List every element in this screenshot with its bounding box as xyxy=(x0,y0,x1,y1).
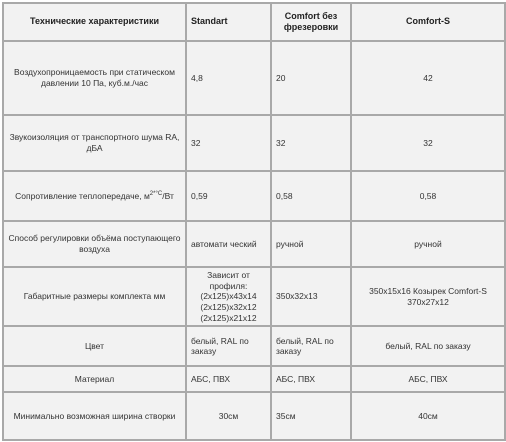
cell-comfort-s: 32 xyxy=(351,115,505,171)
cell-standart: АБС, ПВХ xyxy=(186,366,271,392)
row-label: Воздухопроницаемость при статическом давлении 10 Па, куб.м./час xyxy=(3,41,186,115)
row-label: Способ регулировки объёма поступающего воздуха xyxy=(3,221,186,267)
cell-comfort-s: 42 xyxy=(351,41,505,115)
table-row xyxy=(3,326,505,366)
cell-standart: белый, RAL по заказу xyxy=(186,326,271,366)
cell-standart: автомати ческий xyxy=(186,221,271,267)
header-comfort-s: Comfort-S xyxy=(351,3,505,41)
row-label: Звукоизоляция от транспортного шума RA, дБА xyxy=(3,115,186,171)
row-label-superscript: 2*°C xyxy=(149,190,163,197)
spec-table-container xyxy=(2,2,504,440)
cell-line: (2х125)х32х12 xyxy=(200,301,257,312)
cell-comfort: 20 xyxy=(271,41,351,115)
cell-comfort-s: 350х15х16 Козырек Comfort-S 370х27х12 xyxy=(351,267,505,326)
table-row xyxy=(3,115,505,171)
table-header-row xyxy=(3,3,505,41)
cell-comfort-s: 40см xyxy=(351,392,505,440)
cell-comfort-s: 0,58 xyxy=(351,171,505,221)
cell-comfort: 0,58 xyxy=(271,171,351,221)
table-row xyxy=(3,392,505,440)
header-comfort: Comfort без фрезеровки xyxy=(271,3,351,41)
cell-comfort-s: ручной xyxy=(351,221,505,267)
cell-comfort: 350х32х13 xyxy=(271,267,351,326)
cell-standart: 0,59 xyxy=(186,171,271,221)
cell-standart: 30см xyxy=(186,392,271,440)
cell-standart: 4,8 xyxy=(186,41,271,115)
table-row xyxy=(3,41,505,115)
cell-comfort: 32 xyxy=(271,115,351,171)
header-standart: Standart xyxy=(186,3,271,41)
row-label: Габаритные размеры комплекта мм xyxy=(3,267,186,326)
row-label: Минимально возможная ширина створки xyxy=(3,392,186,440)
table-row xyxy=(3,221,505,267)
cell-comfort: АБС, ПВХ xyxy=(271,366,351,392)
cell-line: (2х125)х43х14 xyxy=(200,291,257,302)
row-label-prefix: Сопротивление теплопередаче, м xyxy=(15,190,150,201)
cell-comfort-s: АБС, ПВХ xyxy=(351,366,505,392)
row-label: Цвет xyxy=(3,326,186,366)
cell-comfort-s: белый, RAL по заказу xyxy=(351,326,505,366)
table-row xyxy=(3,171,505,221)
table-row xyxy=(3,267,505,326)
cell-line: (2х125)х21х12 xyxy=(200,312,257,323)
cell-standart xyxy=(186,267,271,326)
row-label: Материал xyxy=(3,366,186,392)
cell-standart: 32 xyxy=(186,115,271,171)
cell-line: Зависит от профиля: xyxy=(207,270,250,291)
cell-comfort: 35см xyxy=(271,392,351,440)
table-row xyxy=(3,366,505,392)
row-label-suffix: /Вт xyxy=(162,190,174,201)
cell-comfort: белый, RAL по заказу xyxy=(271,326,351,366)
specifications-table xyxy=(2,2,506,441)
row-label xyxy=(3,171,186,221)
header-characteristics: Технические характеристики xyxy=(3,3,186,41)
cell-comfort: ручной xyxy=(271,221,351,267)
